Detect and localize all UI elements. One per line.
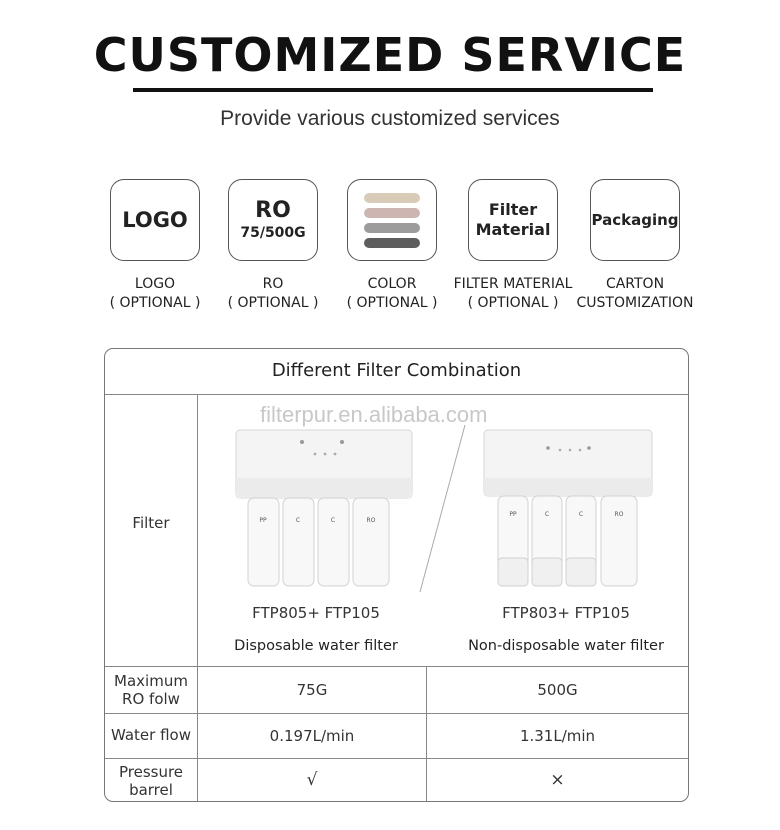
color-swatch-1 xyxy=(364,193,420,203)
carton-caption-line1: CARTON xyxy=(605,276,665,292)
page-title: CUSTOMIZED SERVICE xyxy=(93,28,687,82)
ro-option-card xyxy=(228,179,318,261)
logo-caption-line1: LOGO xyxy=(134,276,176,292)
cartridge-label-pp: PP xyxy=(259,517,267,524)
disposable-filter-unit-image xyxy=(236,430,412,586)
water-flow-right-value: 1.31L/min xyxy=(519,727,596,745)
carton-caption-line2: CUSTOMIZATION xyxy=(576,295,694,311)
color-caption-line1: COLOR xyxy=(367,276,417,292)
logo-caption xyxy=(90,275,220,313)
row-label-line1: Pressure xyxy=(118,763,184,781)
table-divider xyxy=(105,713,688,714)
filter-row-label: Filter xyxy=(132,514,170,532)
max-ro-left-value: 75G xyxy=(296,681,328,699)
ro-caption xyxy=(208,275,338,313)
title-underline xyxy=(133,88,653,92)
filter-material-option-card xyxy=(468,179,558,261)
color-option-card xyxy=(347,179,437,261)
page-subtitle: Provide various customized services xyxy=(220,107,560,130)
packaging-option-text: Packaging xyxy=(591,211,679,229)
cartridge-label-pp: PP xyxy=(509,511,517,518)
color-swatch-4 xyxy=(364,238,420,248)
table-divider xyxy=(105,666,688,667)
water-flow-left-value: 0.197L/min xyxy=(269,727,355,745)
ro-caption-line1: RO xyxy=(262,276,284,292)
cartridge-label-c: C xyxy=(544,511,550,518)
color-caption-line2: ( OPTIONAL ) xyxy=(346,295,438,311)
left-product-model: FTP805+ FTP105 xyxy=(252,604,380,622)
right-product-type: Non-disposable water filter xyxy=(468,638,664,654)
carton-caption xyxy=(570,275,700,313)
filter-material-caption xyxy=(448,275,578,313)
row-label-water-flow: Water flow xyxy=(110,726,191,744)
product-images xyxy=(220,420,660,592)
cartridge-label-c: C xyxy=(578,511,584,518)
ro-option-text: RO xyxy=(255,198,291,223)
max-ro-right-value: 500G xyxy=(537,681,578,699)
row-label-line2: RO folw xyxy=(122,690,180,708)
right-product-model: FTP803+ FTP105 xyxy=(502,604,630,622)
table-divider xyxy=(105,394,688,395)
logo-option-card xyxy=(110,179,200,261)
watermark: filterpur.en.alibaba.com xyxy=(260,402,488,427)
color-caption xyxy=(327,275,457,313)
color-swatch-3 xyxy=(364,223,420,233)
filter-material-caption-line2: ( OPTIONAL ) xyxy=(467,295,559,311)
non-disposable-filter-unit-image xyxy=(484,430,652,586)
filter-material-text-1: Filter xyxy=(488,200,538,219)
table-title: Different Filter Combination xyxy=(271,360,522,381)
row-label-max-ro xyxy=(105,672,197,708)
cartridge-label-c: C xyxy=(330,517,336,524)
color-swatch-2 xyxy=(364,208,420,218)
filter-material-text-2: Material xyxy=(475,220,551,239)
cartridge-label-ro: RO xyxy=(614,511,624,518)
row-label-line1: Maximum xyxy=(114,672,188,690)
logo-caption-line2: ( OPTIONAL ) xyxy=(109,295,201,311)
pressure-barrel-right-cross: × xyxy=(550,770,565,790)
product-separator xyxy=(420,425,465,592)
pressure-barrel-left-check: √ xyxy=(306,770,318,790)
table-divider xyxy=(105,758,688,759)
cartridge-label-ro: RO xyxy=(366,517,376,524)
filter-material-caption-line1: FILTER MATERIAL xyxy=(453,276,573,292)
ro-caption-line2: ( OPTIONAL ) xyxy=(227,295,319,311)
ro-option-capacity: 75/500G xyxy=(240,225,306,241)
cartridge-label-c: C xyxy=(295,517,301,524)
row-label-pressure-barrel xyxy=(105,763,197,799)
logo-option-text: LOGO xyxy=(122,208,188,232)
row-label-line2: barrel xyxy=(129,781,173,799)
packaging-option-card xyxy=(590,179,680,261)
left-product-type: Disposable water filter xyxy=(234,638,398,654)
